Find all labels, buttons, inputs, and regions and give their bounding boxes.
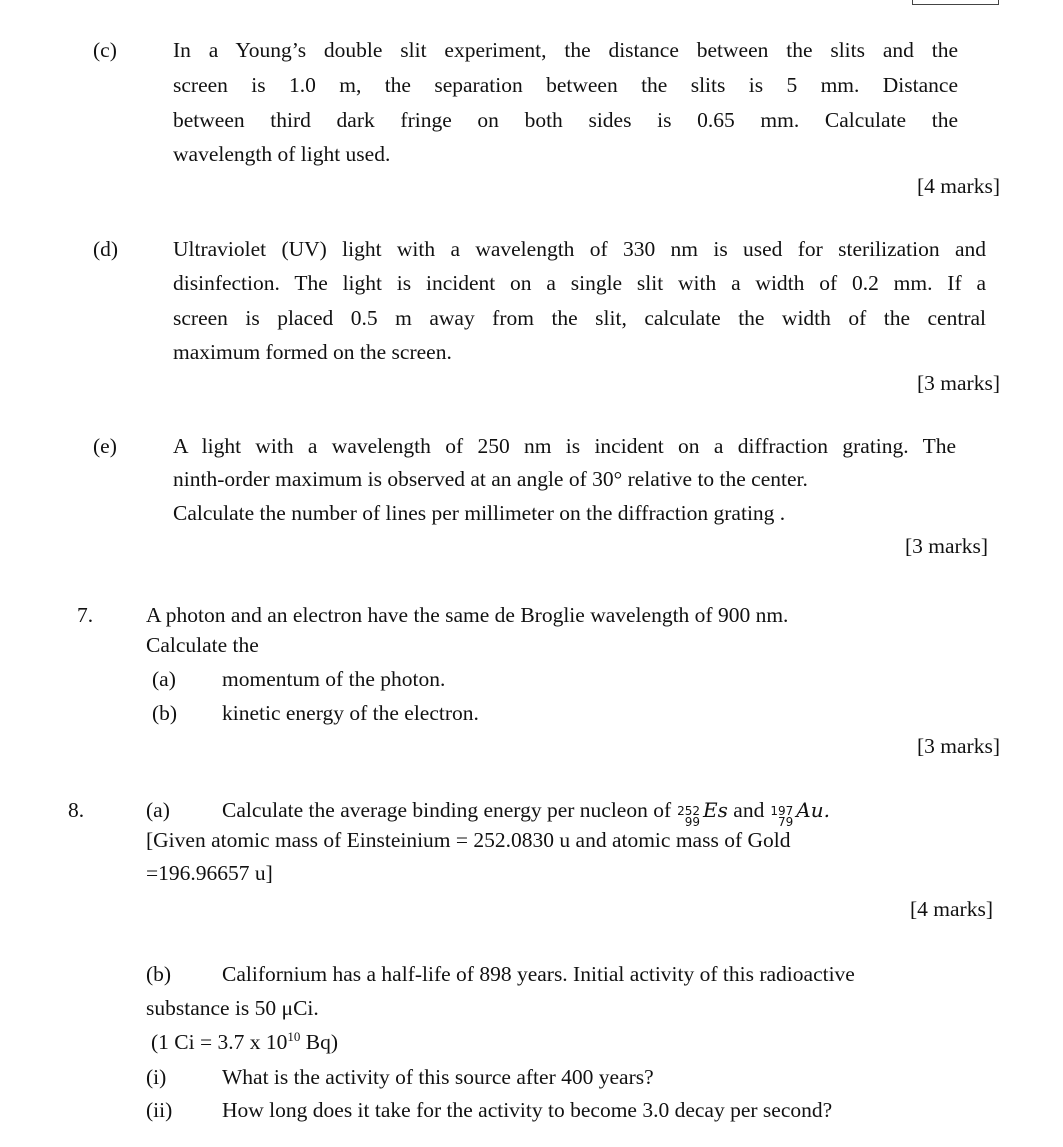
- given-text: =196.96657 u]: [146, 861, 273, 885]
- question-text: wavelength of light used.: [173, 142, 391, 166]
- subpart-label: (i): [146, 1065, 167, 1089]
- subpart-text: What is the activity of this source after 400 years?: [222, 1065, 654, 1089]
- given-text: [Given atomic mass of Einsteinium = 252.0830 u and atomic mass of Gold: [146, 828, 791, 852]
- conjunction: and: [733, 798, 765, 822]
- question-text: screen is 1.0 m, the separation between the slits is 5 mm. Distance: [173, 73, 958, 97]
- element-symbol: Es: [703, 798, 728, 822]
- exponent: 10: [287, 1029, 301, 1044]
- question-number: 7.: [77, 603, 94, 627]
- mass-number: 197: [770, 804, 794, 818]
- part-text: Californium has a half-life of 898 years. Initial activity of this radioactive: [222, 962, 855, 986]
- marks: [3 marks]: [905, 534, 988, 558]
- conversion-note: [151, 1029, 338, 1055]
- conversion-unit: Bq): [300, 1030, 338, 1054]
- atomic-number: 99: [684, 815, 701, 829]
- question-text: maximum formed on the screen.: [173, 340, 452, 364]
- question-text: between third dark fringe on both sides is 0.65 mm. Calculate the: [173, 108, 958, 132]
- question-text: screen is placed 0.5 m away from the slit, calculate the width of the central: [173, 306, 986, 330]
- element-symbol: Au: [796, 798, 824, 822]
- marks: [3 marks]: [917, 734, 1000, 758]
- mass-number: 252: [677, 804, 701, 818]
- isotope-gold: [770, 806, 793, 828]
- part-label: (b): [146, 962, 172, 986]
- question-number: 8.: [68, 798, 85, 822]
- question-label: (c): [93, 38, 117, 62]
- marks: [4 marks]: [910, 897, 993, 921]
- question-text: Calculate the: [146, 633, 259, 657]
- question-text: disinfection. The light is incident on a single slit with a width of 0.2 mm. If a: [173, 271, 986, 295]
- part-text: substance is 50 μCi.: [146, 996, 319, 1020]
- question-label: (e): [93, 434, 117, 458]
- question-label: (d): [93, 237, 119, 261]
- question-text: ninth-order maximum is observed at an angle of 30° relative to the center.: [173, 467, 808, 491]
- page-header-fragment: [912, 0, 999, 5]
- question-text: A photon and an electron have the same de Broglie wavelength of 900 nm.: [146, 603, 789, 627]
- question-text: Ultraviolet (UV) light with a wavelength of 330 nm is used for sterilization and: [173, 237, 986, 261]
- subpart-text: How long does it take for the activity to become 3.0 decay per second?: [222, 1098, 833, 1122]
- part-text: kinetic energy of the electron.: [222, 701, 479, 725]
- question-text: Calculate the number of lines per millimeter on the diffraction grating .: [173, 501, 786, 525]
- marks: [3 marks]: [917, 371, 1000, 395]
- isotope-einsteinium: [677, 806, 700, 828]
- subpart-label: (ii): [146, 1098, 173, 1122]
- question-text: A light with a wavelength of 250 nm is incident on a diffraction grating. The: [173, 434, 956, 458]
- atomic-number: 79: [777, 815, 794, 829]
- part-label: (a): [152, 667, 176, 691]
- part-text-main: Calculate the average binding energy per nucleon of: [222, 798, 672, 822]
- period: .: [823, 798, 830, 822]
- part-text: [222, 797, 830, 829]
- marks: [4 marks]: [917, 174, 1000, 198]
- part-text: momentum of the photon.: [222, 667, 446, 691]
- part-label: (a): [146, 798, 170, 822]
- part-label: (b): [152, 701, 178, 725]
- question-text: In a Young’s double slit experiment, the distance between the slits and the: [173, 38, 958, 62]
- conversion-text: (1 Ci = 3.7 x 10: [151, 1030, 288, 1054]
